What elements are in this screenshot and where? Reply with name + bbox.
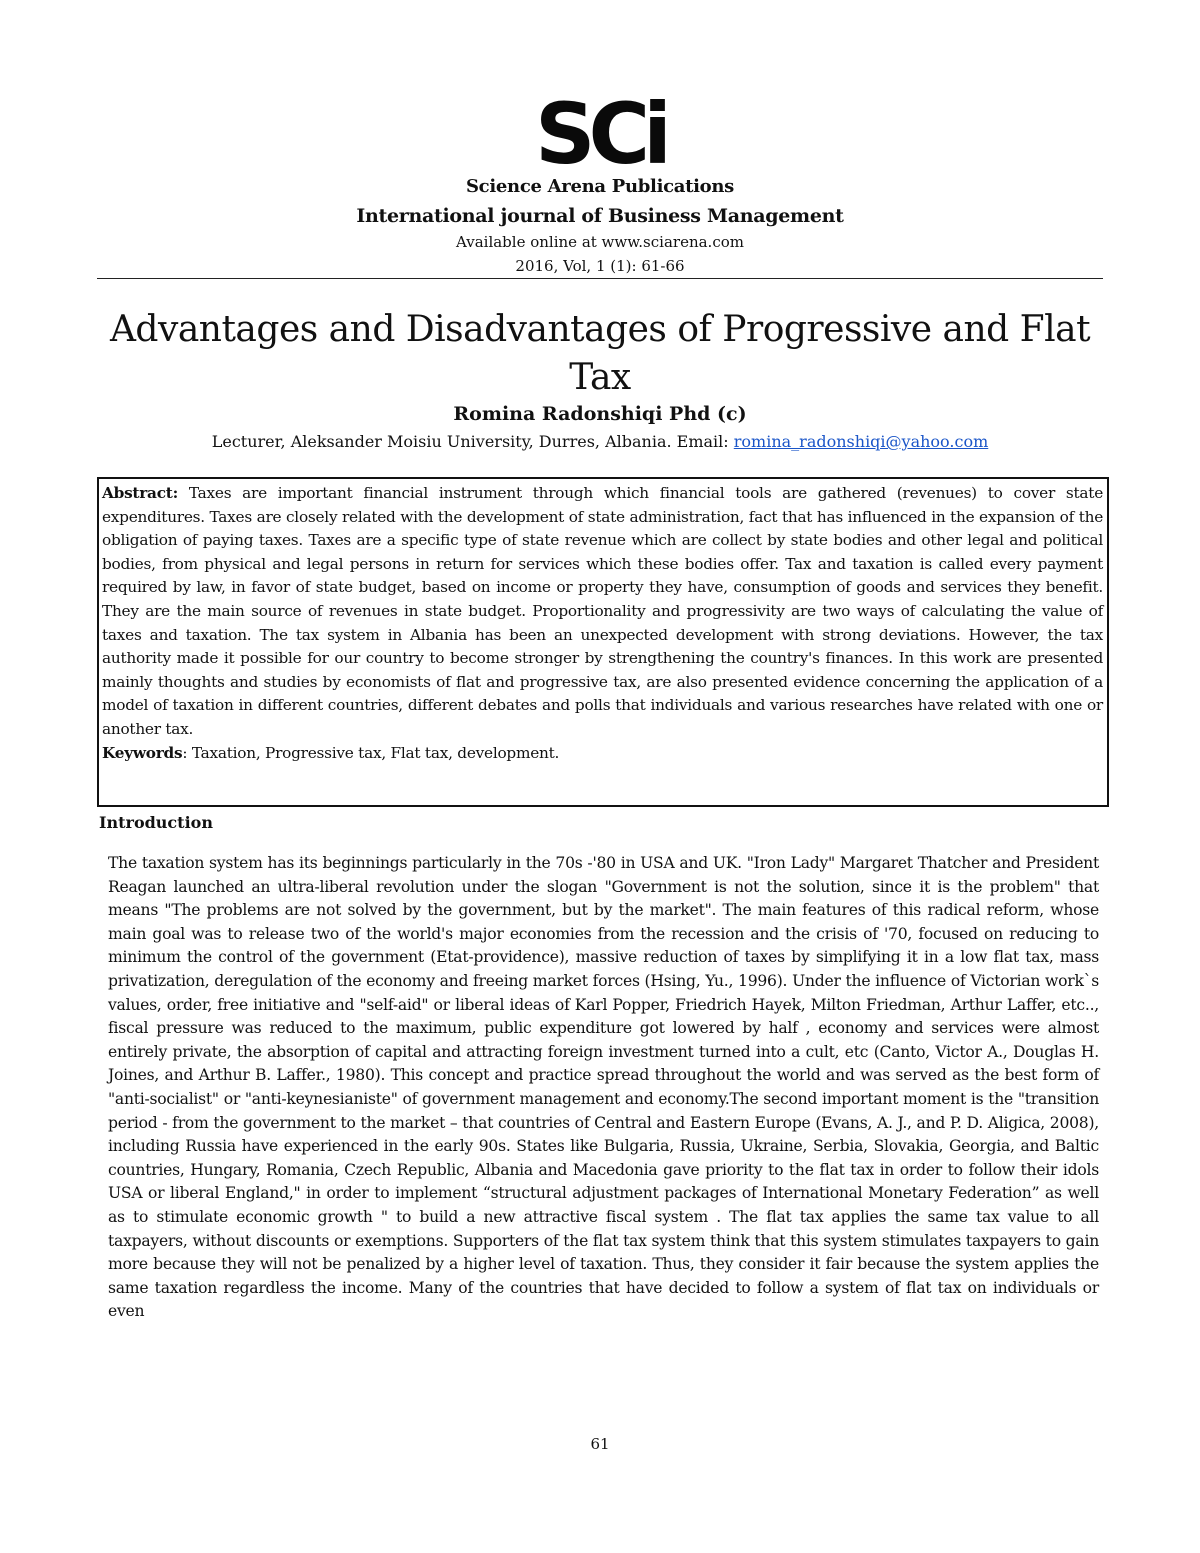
abstract-paragraph — [102, 482, 1103, 742]
affiliation-text: Lecturer, Aleksander Moisiu University, Durres, Albania. Email: — [211, 432, 734, 451]
issue-line: 2016, Vol, 1 (1): 61-66 — [515, 257, 685, 275]
author-email-link[interactable]: romina_radonshiqi@yahoo.com — [733, 432, 989, 451]
abstract-text: Taxes are important financial instrument through which financial tools are gathered (revenues) to cover state expenditures. Taxes are closely related with the development of state administration, fact that has influenced in the expansion of the obligation of paying taxes. Taxes are a specific type of state revenue which are collect by state bodies and other legal and political bodies, from physical and legal persons in return for services which these bodies offer. Tax and taxation is called every payment required by law, in favor of state budget, based on income or property they have, consumption of goods and services they benefit. They are the main source of revenues in state budget. Proportionality and progressivity are two ways of calculating the value of taxes and taxation. The tax system in Albania has been an unexpected development with strong deviations. However, the tax authority made it possible for our country to become stronger by strengthening the country's finances. In this work are presented mainly thoughts and studies by economists of flat and progressive tax, are also presented evidence concerning the application of a model of taxation in different countries, different debates and polls that individuals and various researches have related with one or another tax. — [102, 484, 1103, 738]
publisher-name: Science Arena Publications — [465, 176, 735, 197]
keywords-line — [102, 742, 1103, 766]
introduction-heading: Introduction — [99, 813, 213, 832]
introduction-paragraph: The taxation system has its beginnings particularly in the 70s -'80 in USA and UK. "Iron Lady" Margaret Thatcher and President Reagan launched an ultra-liberal revolution under the slogan "Government is not the solution, since it is the problem" that means "The problems are not solved by the government, but by the market". The main features of this radical reform, whose main goal was to release two of the world's major economies from the recession and the crisis of '70, focused on reducing to minimum the control of the government (Etat-providence), massive reduction of taxes by simplifying it in a low flat tax, mass privatization, deregulation of the economy and freeing market forces (Hsing, Yu., 1996). Under the influence of Victorian work`s values, order, free initiative and "self-aid" or liberal ideas of Karl Popper, Friedrich Hayek, Milton Friedman, Arthur Laffer, etc.., fiscal pressure was reduced to the maximum, public expenditure got lowered by half , economy and services were almost entirely private, the absorption of capital and attracting foreign investment turned into a cult, etc (Canto, Victor A., Douglas H. Joines, and Arthur B. Laffer., 1980). This concept and practice spread throughout the world and was served as the best form of "anti-socialist" or "anti-keynesianiste" of government management and economy.The second important moment is the "transition period - from the government to the market – that countries of Central and Eastern Europe (Evans, A. J., and P. D. Aligica, 2008), including Russia have experienced in the early 90s. States like Bulgaria, Russia, Ukraine, Serbia, Slovakia, Georgia, and Baltic countries, Hungary, Romania, Czech Republic, Albania and Macedonia gave priority to the flat tax in order to follow their idols USA or liberal England," in order to implement “structural adjustment packages of International Monetary Federation” as well as to stimulate economic growth " to build a new attractive fiscal system . The flat tax applies the same tax value to all taxpayers, without discounts or exemptions. Supporters of the flat tax system think that this system stimulates taxpayers to gain more because they will not be penalized by a higher level of taxation. Thus, they consider it fair because the system applies the same taxation regardless the income. Many of the countries that have decided to follow a system of flat tax on individuals or even — [108, 854, 1099, 1321]
journal-name: International journal of Business Management — [356, 205, 844, 227]
page-number: 61 — [590, 1435, 610, 1453]
author-name: Romina Radonshiqi Phd (c) — [453, 403, 747, 425]
abstract-box — [97, 477, 1109, 807]
article-title: Advantages and Disadvantages of Progressive and Flat Tax — [109, 309, 1091, 398]
keywords-label: Keywords — [102, 743, 183, 762]
keywords-text: : Taxation, Progressive tax, Flat tax, development. — [182, 743, 560, 762]
availability-line: Available online at www.sciarena.com — [456, 233, 744, 251]
abstract-label: Abstract: — [102, 484, 178, 502]
author-affiliation — [0, 429, 1200, 455]
publisher-logo: SCi — [535, 85, 665, 183]
header-divider — [97, 278, 1103, 279]
